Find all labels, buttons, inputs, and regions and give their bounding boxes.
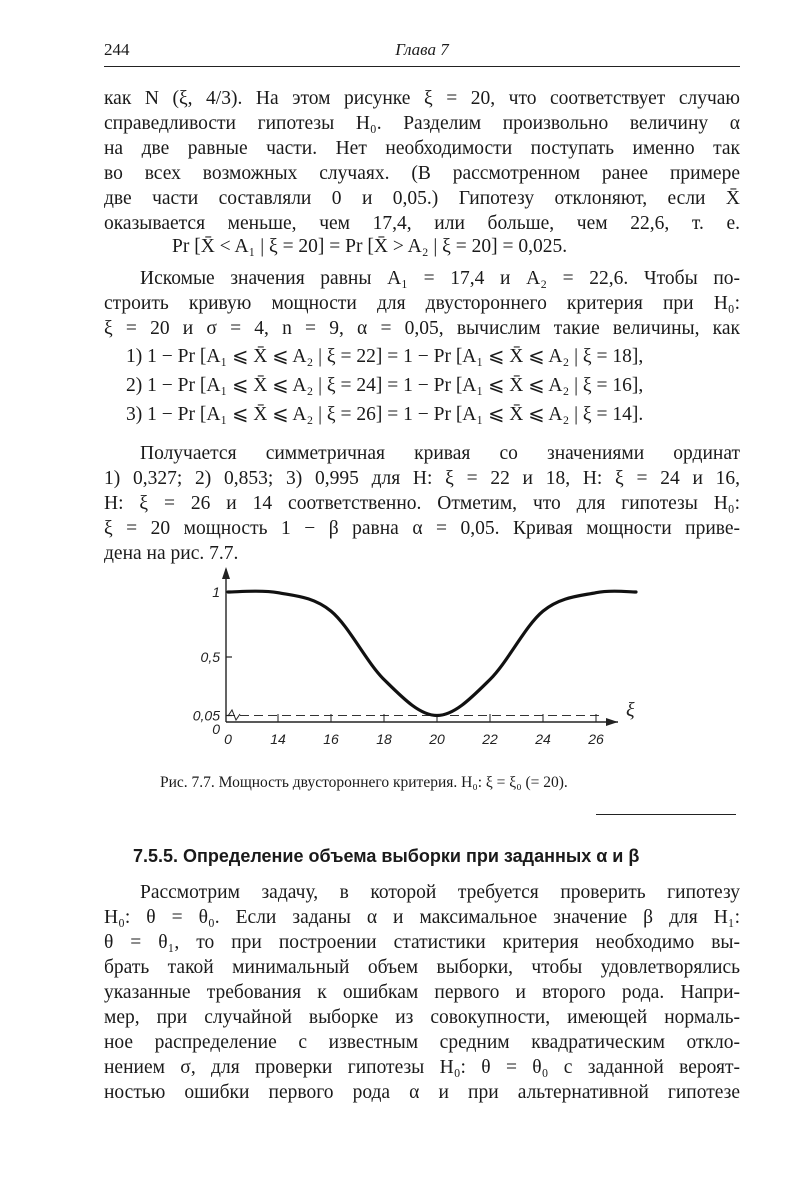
text-line: нением σ, для проверки гипотезы H₀: θ = θ₀ с заданной вероят- [104, 1057, 740, 1078]
separator-rule [596, 814, 736, 815]
text-line: мер, при случайной выборке из совокупности, имеющей нормаль- [104, 1007, 740, 1028]
chapter-title: Глава 7 [395, 40, 449, 59]
formula-list-item-1: 1) 1 − Pr [A₁ ⩽ X̄ ⩽ A₂ | ξ = 22] = 1 − Pr [A₁ ⩽ X̄ ⩽ A₂ | ξ = 18], [126, 346, 644, 367]
x-tick-label: 16 [323, 731, 339, 747]
y-tick-label: 0,5 [200, 649, 220, 665]
x-tick-label: 24 [535, 731, 551, 747]
section-heading: 7.5.5. Определение объема выборки при заданных α и β [133, 846, 640, 866]
text-line: Получается симметричная кривая со значениями ординат [140, 443, 740, 464]
formula-list-item-2: 2) 1 − Pr [A₁ ⩽ X̄ ⩽ A₂ | ξ = 24] = 1 − Pr [A₁ ⩽ X̄ ⩽ A₂ | ξ = 16], [126, 375, 644, 396]
text-line: θ = θ₁, то при построении статистики критерия необходимо вы- [104, 932, 740, 953]
text-line: справедливости гипотезы H₀. Разделим произвольно величину α [104, 113, 740, 134]
text-line: 1) 0,327; 2) 0,853; 3) 0,995 для H: ξ = 22 и 18, H: ξ = 24 и 16, [104, 468, 740, 489]
text-line: оказывается меньше, чем 17,4, или больше, чем 22,6, т. е. [104, 213, 740, 234]
power-curve-chart [190, 565, 660, 765]
text-line: на две равные части. Нет необходимости поступать именно так [104, 138, 740, 159]
text-line: H: ξ = 26 и 14 соответственно. Отметим, что для гипотезы H₀: [104, 493, 740, 514]
paragraph-2 [104, 266, 740, 341]
text-line: указанные требования к ошибкам первого и второго рода. Напри- [104, 982, 740, 1003]
y-axis-arrow [222, 567, 230, 579]
text-line: две части составляли 0 и 0,05.) Гипотезу отклоняют, если X̄ [104, 188, 740, 209]
y-tick-label: 0,05 [192, 707, 220, 724]
text-line: как N (ξ, 4/3). На этом рисунке ξ = 20, что соответствует случаю [104, 88, 740, 109]
x-axis-arrow [606, 718, 618, 726]
figure-caption: Рис. 7.7. Мощность двустороннего критерия. H₀: ξ = ξ₀ (= 20). [160, 774, 568, 791]
formula-1: Pr [X̄ < A₁ | ξ = 20] = Pr [X̄ > A₂ | ξ = 20] = 0,025. [172, 236, 568, 257]
text-line: во всех возможных случаях. (В рассмотренном ранее примере [104, 163, 740, 184]
text-line: Искомые значения равны A₁ = 17,4 и A₂ = 22,6. Чтобы по- [140, 268, 740, 289]
x-tick-label: 14 [270, 731, 286, 747]
x-tick-label: 22 [482, 731, 498, 747]
x-tick-label: 0 [224, 731, 232, 747]
paragraph-4 [104, 880, 740, 1105]
formula-list-item-3: 3) 1 − Pr [A₁ ⩽ X̄ ⩽ A₂ | ξ = 26] = 1 − Pr [A₁ ⩽ X̄ ⩽ A₂ | ξ = 14]. [126, 404, 644, 425]
running-head [104, 40, 740, 64]
power-curve-figure [190, 565, 660, 765]
text-line: брать такой минимальный объем выборки, чтобы удовлетворялись [104, 957, 740, 978]
power-curve-line [228, 591, 636, 715]
text-line: H₀: θ = θ₀. Если заданы α и максимальное значение β для H₁: [104, 907, 740, 928]
paragraph-3 [104, 441, 740, 566]
text-line: строить кривую мощности для двустороннего критерия при H₀: [104, 293, 740, 314]
text-line: ξ = 20 мощность 1 − β равна α = 0,05. Кривая мощности приве- [104, 518, 740, 539]
x-tick-label: 18 [376, 731, 392, 747]
y-tick-label: 1 [212, 584, 220, 600]
x-tick-label: 26 [588, 731, 604, 747]
text-line: ностью ошибки первого рода α и при альтернативной гипотезе [104, 1082, 740, 1103]
y-tick-label: 0 [212, 721, 220, 737]
chart-axes [222, 567, 618, 726]
paragraph-1 [104, 86, 740, 236]
chart-curve-layer [228, 591, 636, 716]
text-line: дена на рис. 7.7. [104, 543, 239, 564]
text-line: Рассмотрим задачу, в которой требуется проверить гипотезу [140, 882, 740, 903]
text-line: ξ = 20 и σ = 4, n = 9, α = 0,05, вычислим такие величины, как [104, 318, 740, 339]
header-rule [104, 66, 740, 67]
page-number: 244 [104, 40, 130, 59]
x-tick-label: 20 [429, 731, 445, 747]
text-line: ное распределение с известным средним квадратическим откло- [104, 1032, 740, 1053]
x-axis-label: ξ [626, 699, 635, 721]
